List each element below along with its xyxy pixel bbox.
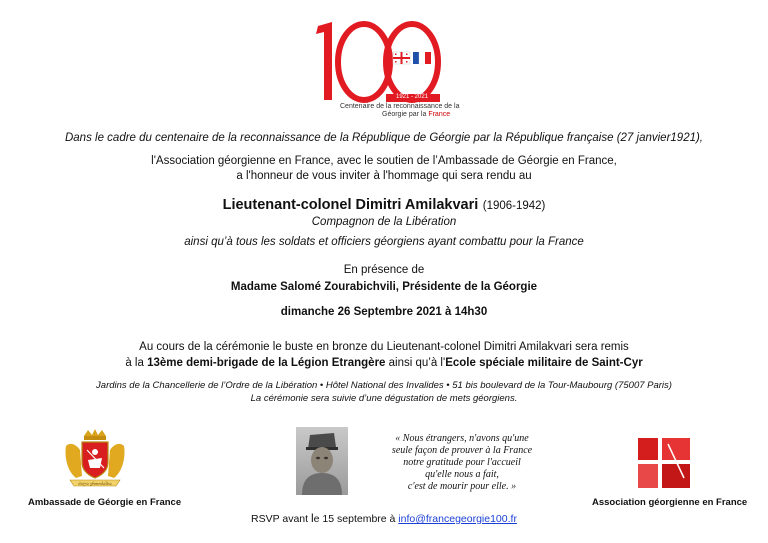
logo-caption-france: France — [428, 111, 451, 118]
ceremony-recipients — [0, 357, 768, 369]
soldiers-line: ainsi qu’à tous les soldats et officiers géorgiens ayant combattu pour la France — [184, 236, 584, 248]
event-date: dimanche 26 Septembre 2021 à 14h30 — [280, 306, 488, 318]
association-label: Association géorgienne en France — [592, 497, 748, 508]
honoree-name: Lieutenant-colonel Dimitri Amilakvari — [222, 197, 479, 213]
association-flag-icon — [638, 438, 690, 488]
centenary-logo — [300, 18, 460, 118]
association-line: l'Association géorgienne en France, avec le soutien de l’Ambassade de Géorgie en France, — [151, 155, 617, 167]
ceremony-recipients-c: ainsi qu’à l' — [385, 357, 446, 369]
logo-years: 1921 - 2021 — [396, 94, 429, 100]
logo-caption-line2 — [382, 111, 450, 118]
intro-line: Dans le cadre du centenaire de la reconnaissance de la République de Géorgie par la République française (27 janvier1921), — [64, 132, 704, 144]
ceremony-recipients-a: à la — [125, 357, 148, 369]
presence-name: Madame Salomé Zourabichvili, Présidente de la Géorgie — [230, 281, 538, 293]
ceremony-line: Au cours de la cérémonie le buste en bronze du Lieutenant-colonel Dimitri Amilakvari sera remis — [139, 341, 629, 353]
quote-line-4: qu'elle nous a fait, — [425, 469, 499, 480]
logo-caption-georgia: Géorgie — [382, 111, 407, 118]
logo-caption-middle: par la — [406, 111, 429, 118]
honoree-heading — [0, 196, 768, 214]
rsvp-line — [0, 511, 768, 525]
rsvp-email-link[interactable]: info@francegeorgie100.fr — [398, 513, 517, 525]
legion-name: 13ème demi-brigade de la Légion Etrangère — [147, 357, 386, 369]
honoree-title: Compagnon de la Libération — [311, 216, 457, 228]
portrait-bust-icon — [296, 427, 348, 495]
tasting-line: La cérémonie sera suivie d’une dégustation de mets géorgiens. — [250, 393, 518, 404]
saint-cyr-name: Ecole spéciale militaire de Saint-Cyr — [445, 357, 643, 369]
quote-line-5: c'est de mourir pour elle. » — [407, 481, 517, 492]
invitation-line: a l'honneur de vous inviter à l'hommage qui sera rendu au — [236, 170, 532, 182]
quote-line-2: seule façon de prouver à la France — [391, 445, 533, 456]
rsvp-text-a: RSVP avant — [251, 513, 311, 525]
georgia-coat-of-arms — [62, 428, 128, 490]
coat-of-arms-icon — [62, 428, 128, 490]
embassy-label: Ambassade de Géorgie en France — [28, 497, 182, 508]
logo-caption: Centenaire de la reconnaissance de la — [340, 103, 460, 110]
rsvp-text-l: l — [310, 511, 314, 525]
association-logo — [638, 438, 690, 488]
honoree-years: (1906-1942) — [482, 200, 546, 212]
svg-text:ძალა ერთობაშია: ძალა ერთობაშია — [78, 481, 112, 486]
amilakvari-portrait — [296, 427, 348, 495]
presence-label: En présence de — [343, 264, 425, 276]
quote-line-1: « Nous étrangers, n'avons qu'une — [395, 433, 529, 444]
location-line: Jardins de la Chancellerie de l’Ordre de la Libération • Hôtel National des Invalides • 51 bis boulevard de la Tour-Maubourg (75007 Paris) — [96, 380, 672, 391]
quote-line-3: notre gratitude pour l'accueil — [403, 457, 521, 468]
rsvp-text-b: e 15 septembre à — [313, 513, 399, 525]
